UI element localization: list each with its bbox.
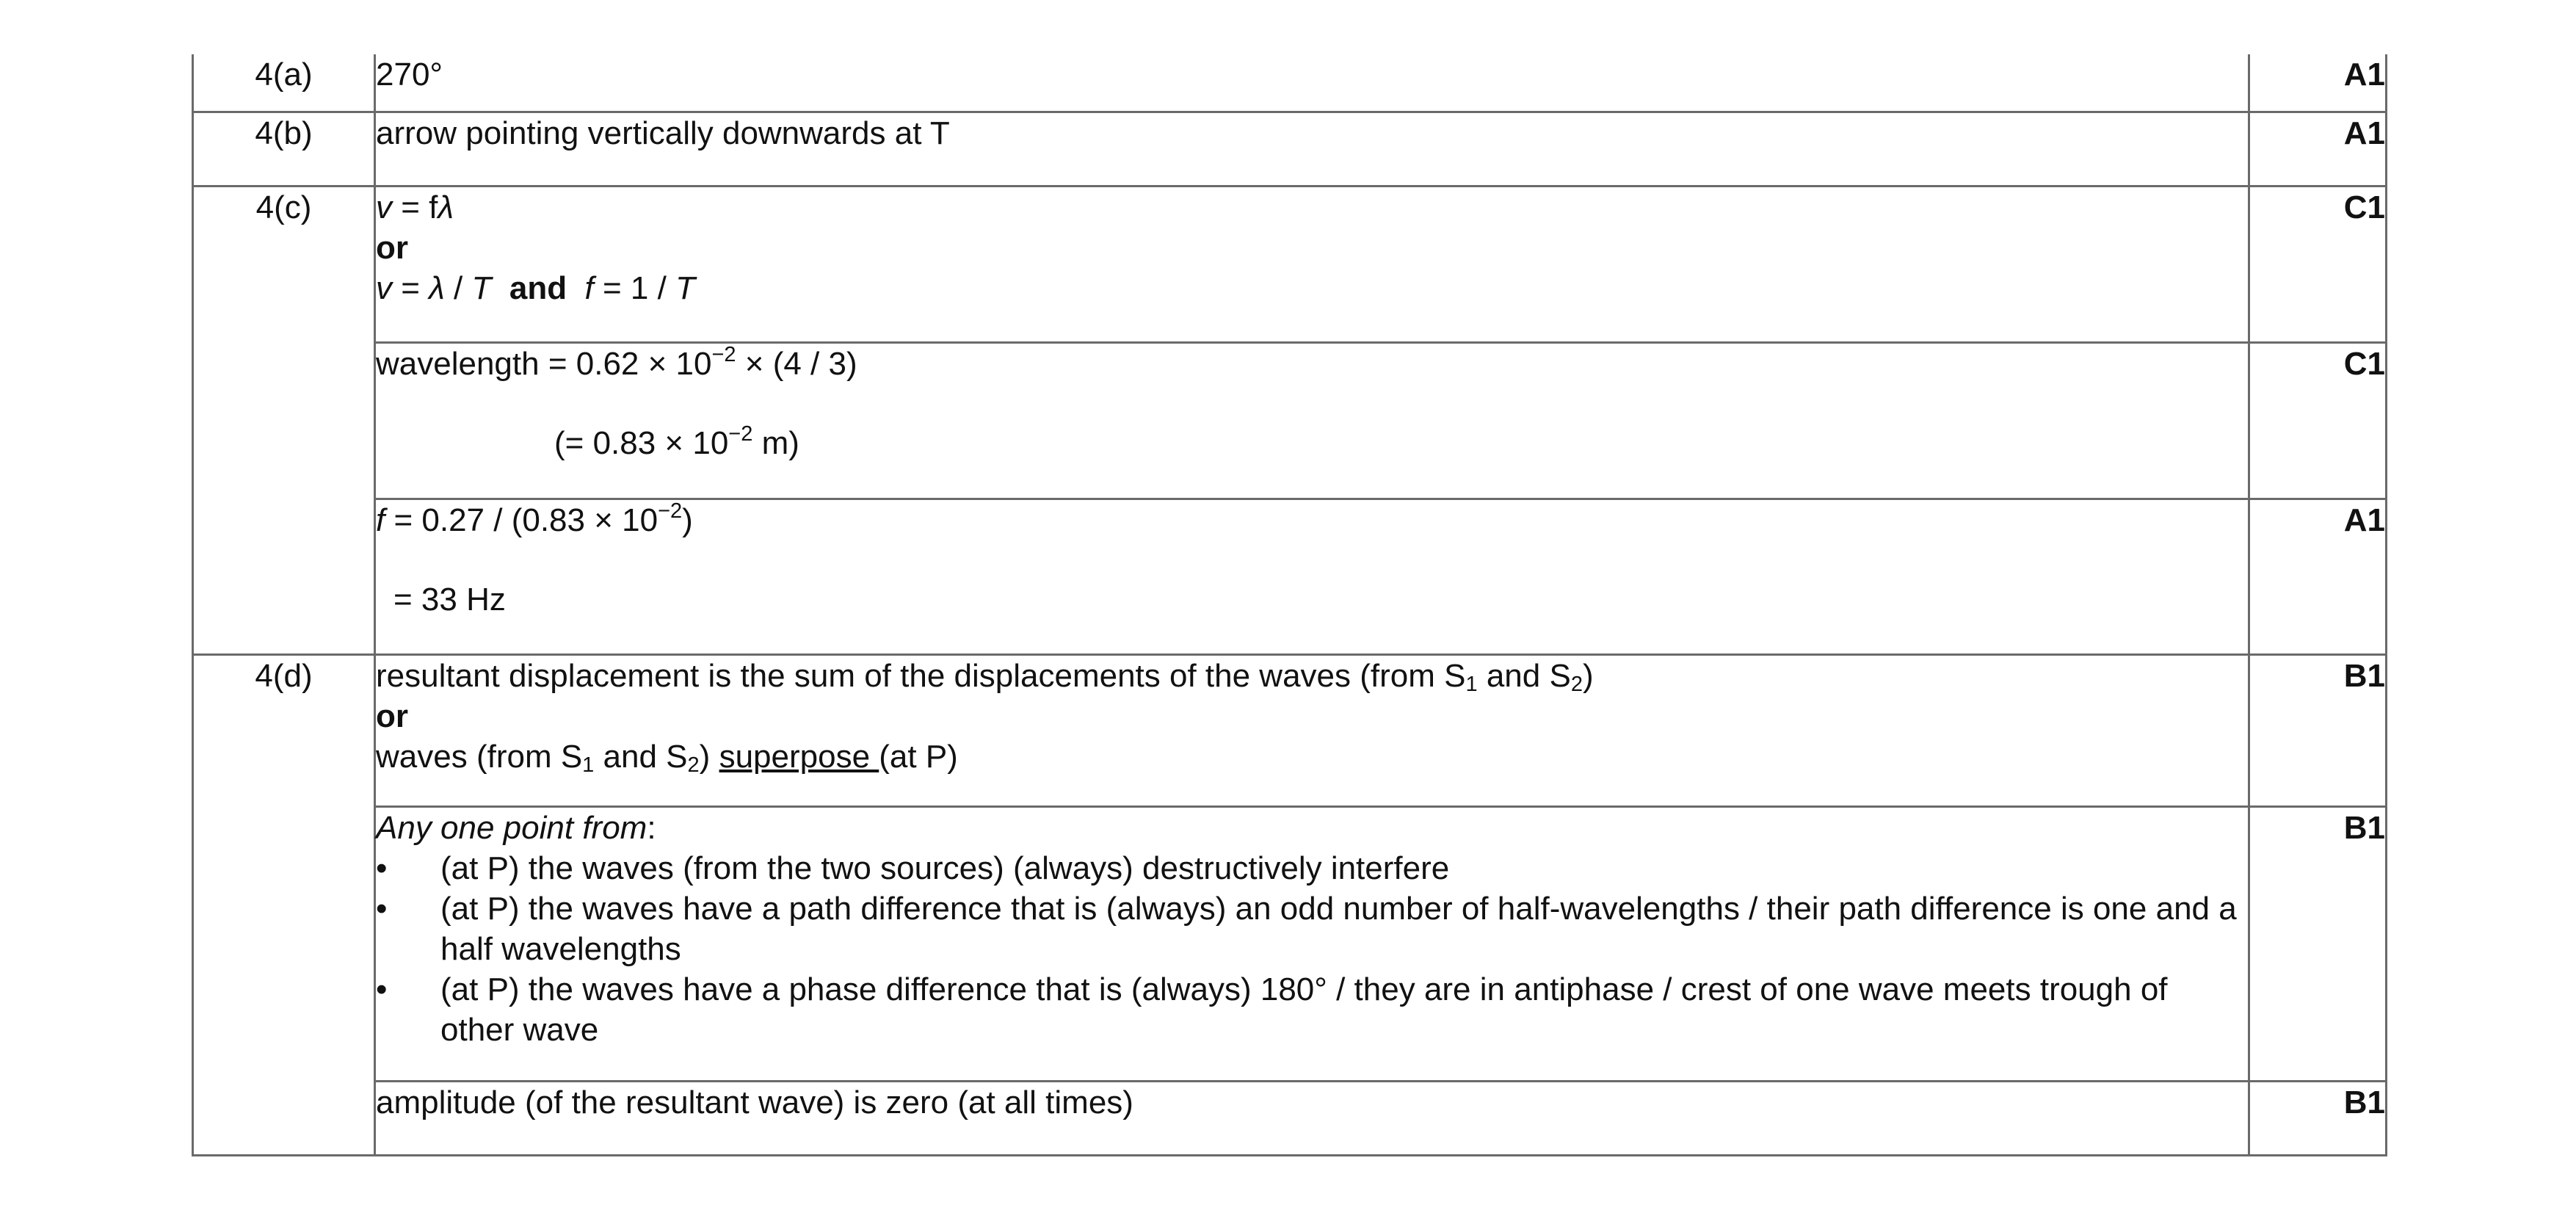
mark-cell: B1 <box>2249 806 2387 1081</box>
points-intro <box>376 808 2248 848</box>
symbol-v: v <box>376 189 392 225</box>
and-label: and <box>509 269 567 306</box>
symbol-lambda: λ <box>438 189 454 225</box>
answer-text: 270° <box>376 57 443 93</box>
result-unit: m) <box>752 424 799 461</box>
or-label: or <box>376 698 408 734</box>
or-label: or <box>376 229 408 266</box>
list-item: • (at P) the waves have a phase difference that is (always) 180° / they are in antiphase / crest of one wave meets trough of other wave <box>376 969 2248 1050</box>
superposition-line-1 <box>376 656 2248 696</box>
table-row-4c-3 <box>193 499 2387 654</box>
answer-cell <box>375 112 2249 186</box>
formula-line-2 <box>376 268 2248 308</box>
symbol-f: f <box>376 502 385 538</box>
mark-cell: A1 <box>2249 54 2387 112</box>
intro-colon: : <box>647 809 656 846</box>
symbol-lambda: λ <box>429 269 445 306</box>
mark-cell: A1 <box>2249 499 2387 654</box>
frequency-text: = 0.27 / (0.83 × 10 <box>385 502 658 538</box>
spacer <box>376 540 2248 579</box>
list-item: • (at P) the waves (from the two sources) (always) destructively interfere <box>376 848 2248 888</box>
wavelength-text: wavelength = 0.62 × 10 <box>376 345 712 382</box>
question-number: 4(d) <box>193 654 375 1155</box>
frequency-line <box>376 500 2248 540</box>
answer-cell <box>375 186 2249 342</box>
question-number: 4(c) <box>193 186 375 654</box>
question-number: 4(a) <box>193 54 375 112</box>
answer-cell <box>375 654 2249 806</box>
formula-text: = 1 / <box>593 269 676 306</box>
symbol-T: T <box>471 269 492 306</box>
mark-cell: A1 <box>2249 112 2387 186</box>
answer-text: ) <box>699 738 719 775</box>
formula-text: = <box>392 269 429 306</box>
table-row-4b <box>193 112 2387 186</box>
wavelength-result <box>376 423 2248 463</box>
answer-cell <box>375 54 2249 112</box>
wavelength-line <box>376 344 2248 384</box>
subscript: 1 <box>582 753 595 777</box>
answer-text: arrow pointing vertically downwards at T <box>376 115 950 151</box>
table-row-4c-2 <box>193 342 2387 499</box>
spacer <box>376 384 2248 423</box>
list-item: • (at P) the waves have a path difference that is (always) an odd number of half-wavelengths / their path difference is one and a half wavelengths <box>376 888 2248 969</box>
mark-cell: B1 <box>2249 654 2387 806</box>
answer-text: resultant displacement is the sum of the displacements of the waves (from S <box>376 657 1466 694</box>
symbol-v: v <box>376 269 392 306</box>
answer-text: amplitude (of the resultant wave) is zero (at all times) <box>376 1084 1133 1120</box>
frequency-result: = 33 Hz <box>393 581 506 618</box>
table-row-4a <box>193 54 2387 112</box>
subscript: 1 <box>1465 672 1478 696</box>
frequency-close: ) <box>682 502 693 538</box>
points-list <box>376 848 2248 1050</box>
answer-cell <box>375 342 2249 499</box>
answer-cell <box>375 806 2249 1081</box>
exponent: −2 <box>658 499 683 523</box>
subscript: 2 <box>1570 672 1583 696</box>
superpose-underlined: superpose <box>719 738 879 775</box>
wavelength-rest: × (4 / 3) <box>736 345 857 382</box>
formula-text: = f <box>392 189 438 225</box>
superposition-line-2 <box>376 736 2248 777</box>
table-row-4d-3 <box>193 1081 2387 1155</box>
symbol-T: T <box>675 269 695 306</box>
table-row-4d-2 <box>193 806 2387 1081</box>
table-row-4c-1 <box>193 186 2387 342</box>
answer-text: waves (from S <box>376 738 583 775</box>
subscript: 2 <box>687 753 700 777</box>
question-number: 4(b) <box>193 112 375 186</box>
table-row-4d-1 <box>193 654 2387 806</box>
answer-cell <box>375 499 2249 654</box>
answer-text: and S <box>1477 657 1571 694</box>
mark-cell: C1 <box>2249 342 2387 499</box>
mark-cell: B1 <box>2249 1081 2387 1155</box>
answer-text: (at P) <box>879 738 958 775</box>
answer-text: and S <box>594 738 688 775</box>
exponent: −2 <box>728 421 753 446</box>
result-text: (= 0.83 × 10 <box>554 424 729 461</box>
formula-line-1 <box>376 187 2248 228</box>
answer-text: ) <box>1582 657 1594 694</box>
mark-cell: C1 <box>2249 186 2387 342</box>
exponent: −2 <box>711 342 736 366</box>
formula-text: / <box>444 269 472 306</box>
answer-cell <box>375 1081 2249 1155</box>
intro-text: Any one point from <box>376 809 647 846</box>
mark-scheme-table <box>192 54 2387 1156</box>
symbol-f: f <box>584 269 594 306</box>
